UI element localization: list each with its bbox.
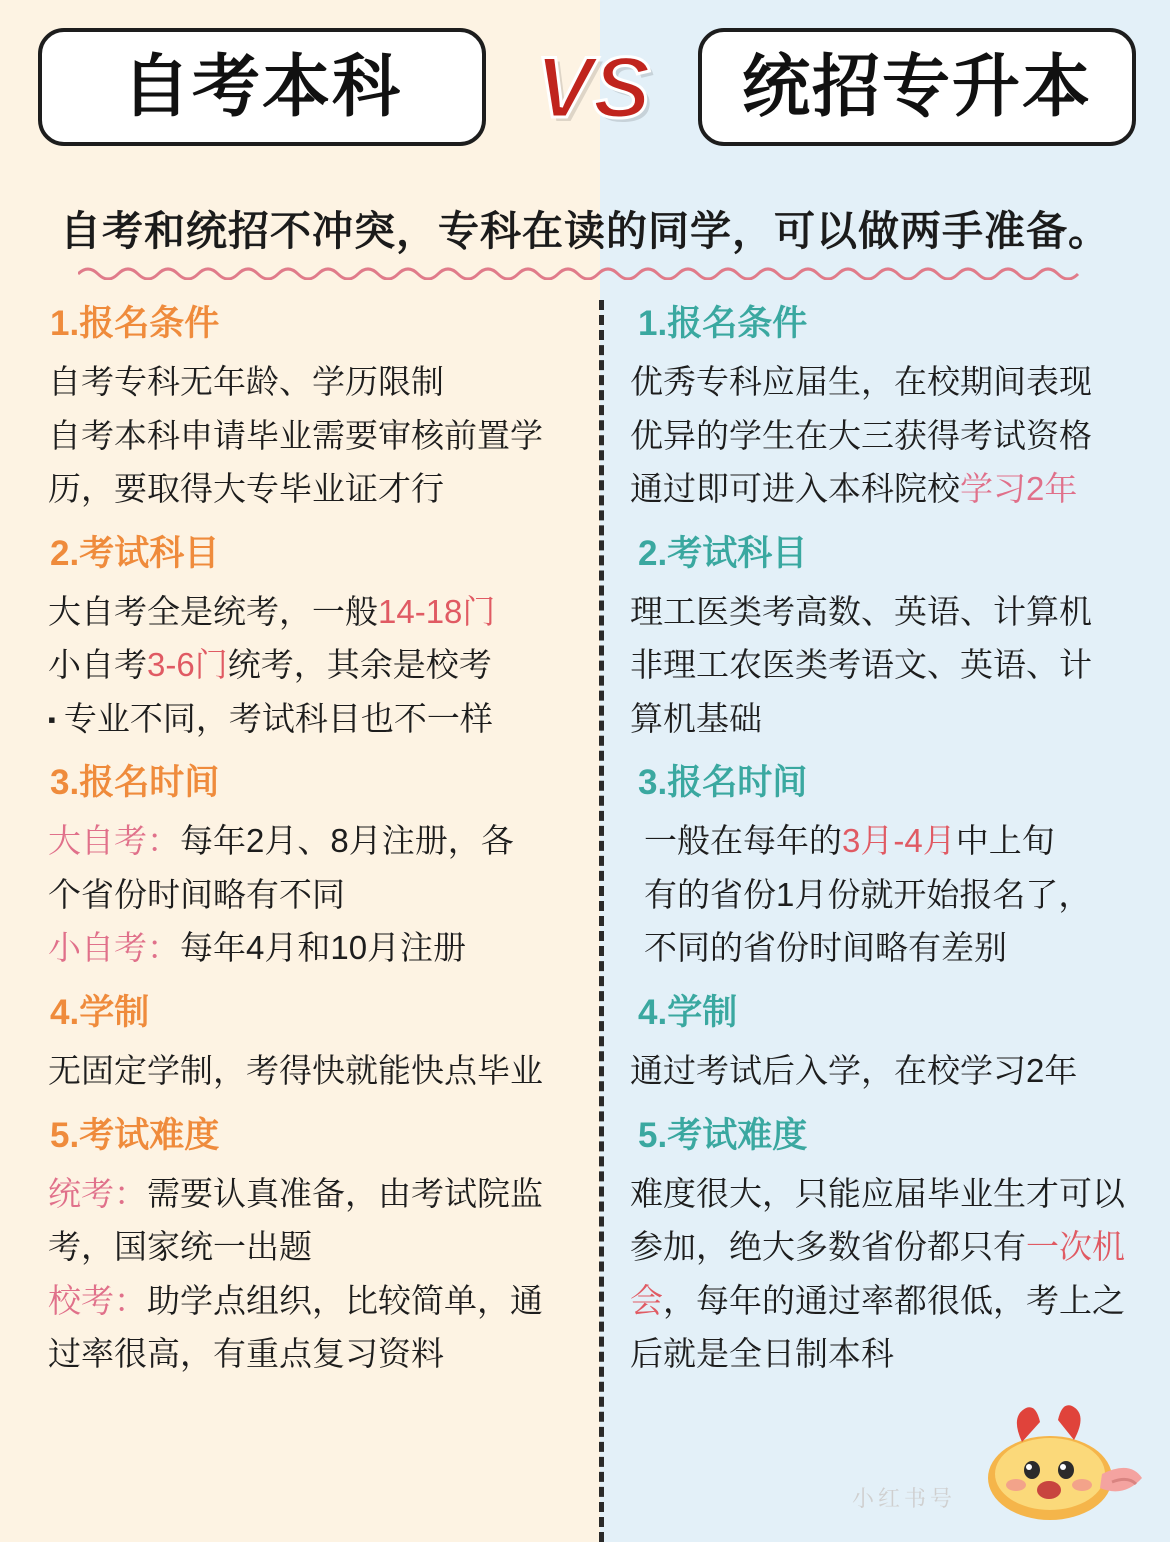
subtitle: 自考和统招不冲突，专科在读的同学，可以做两手准备。	[60, 208, 1110, 254]
right-section-3-heading: 3.报名时间	[638, 763, 808, 803]
left-section-3	[48, 759, 568, 975]
text-line: 不同的省份时间略有差别	[644, 929, 1007, 967]
right-section-2-heading: 2.考试科目	[638, 533, 808, 573]
left-section-1	[48, 300, 568, 516]
right-section-4-body	[630, 1044, 1150, 1097]
left-section-4-body	[48, 1044, 568, 1097]
text-line-bullet: ▪ 专业不同，考试科目也不一样	[48, 692, 568, 745]
text-line	[48, 1274, 568, 1327]
right-section-5	[630, 1112, 1150, 1381]
text-segment: 需要认真准备，由考试院监	[147, 1174, 543, 1212]
text-line: 非理工农医类考语文、英语、计	[630, 646, 1092, 684]
left-section-1-body	[48, 355, 568, 515]
highlight-3-6: 3-6门	[147, 646, 228, 684]
text-line	[630, 462, 1150, 515]
right-section-1-body	[630, 355, 1150, 515]
text-line	[48, 638, 568, 691]
label-small-zikao: 小自考：	[48, 929, 180, 967]
text-line: 后就是全日制本科	[630, 1335, 894, 1373]
label-big-zikao: 大自考：	[48, 822, 180, 860]
left-section-3-heading: 3.报名时间	[50, 763, 220, 803]
right-section-3-body	[630, 814, 1150, 974]
text-line: 算机基础	[630, 699, 762, 737]
left-section-5-body	[48, 1167, 568, 1381]
left-section-4	[48, 989, 568, 1098]
left-section-4-heading: 4.学制	[50, 992, 150, 1032]
text-segment: 中上旬	[955, 822, 1055, 860]
wavy-underline-decoration	[78, 262, 1088, 280]
highlight-14-18: 14-18门	[378, 592, 496, 630]
left-title-box	[38, 28, 486, 146]
text-segment: 小自考	[48, 646, 147, 684]
text-segment: 通过即可进入本科院校	[630, 470, 960, 508]
text-segment: 大自考全是统考，一般	[48, 592, 378, 630]
text-line: 考，国家统一出题	[48, 1228, 312, 1266]
text-line: 无固定学制，考得快就能快点毕业	[48, 1052, 543, 1090]
right-section-1-heading: 1.报名条件	[638, 304, 808, 343]
text-line: 过率很高，有重点复习资料	[48, 1335, 444, 1373]
left-section-2-heading: 2.考试科目	[50, 533, 220, 573]
header	[0, 0, 1170, 190]
left-column	[48, 300, 568, 1395]
highlight-one-chance-b: 会	[630, 1281, 663, 1319]
left-section-1-heading: 1.报名条件	[50, 304, 220, 343]
text-line: 难度很大，只能应届毕业生才可以	[630, 1174, 1125, 1212]
column-divider	[599, 300, 604, 1542]
left-section-5	[48, 1112, 568, 1381]
text-line: 优异的学生在大三获得考试资格	[630, 416, 1092, 454]
right-column	[630, 300, 1150, 1395]
right-section-5-body	[630, 1167, 1150, 1381]
text-segment: ，每年的通过率都很低，考上之	[663, 1281, 1125, 1319]
highlight-one-chance-a: 一次机	[1026, 1228, 1125, 1266]
right-title: 统招专升本	[741, 49, 1092, 125]
left-section-3-body	[48, 814, 568, 974]
text-segment: 每年4月和10月注册	[180, 929, 467, 967]
left-section-5-heading: 5.考试难度	[50, 1115, 220, 1155]
label-xiaokao: 校考：	[48, 1281, 147, 1319]
right-section-3	[630, 759, 1150, 975]
watermark-text: 小红书号	[852, 1486, 957, 1511]
text-line	[48, 585, 568, 638]
text-line	[630, 1274, 1150, 1327]
text-line: 自考本科申请毕业需要审核前置学	[48, 416, 543, 454]
left-title: 自考本科	[121, 49, 402, 125]
left-section-2	[48, 530, 568, 746]
text-segment: 助学点组织，比较简单，通	[147, 1281, 543, 1319]
text-line: 自考专科无年龄、学历限制	[48, 363, 444, 401]
text-segment: 每年2月、8月注册，各	[180, 822, 514, 860]
text-line	[630, 1220, 1150, 1273]
text-segment: 一般在每年的	[644, 822, 842, 860]
text-line: 历，要取得大专毕业证才行	[48, 470, 444, 508]
text-line: 个省份时间略有不同	[48, 875, 345, 913]
right-section-2	[630, 530, 1150, 746]
right-section-4	[630, 989, 1150, 1098]
text-segment: 参加，绝大多数省份都只有	[630, 1228, 1026, 1266]
right-section-1	[630, 300, 1150, 516]
left-section-2-body	[48, 585, 568, 745]
text-line: 优秀专科应届生，在校期间表现	[630, 363, 1092, 401]
right-section-2-body	[630, 585, 1150, 745]
right-section-4-heading: 4.学制	[638, 992, 738, 1032]
text-line	[48, 1167, 568, 1220]
text-line	[48, 814, 568, 867]
text-line	[48, 921, 568, 974]
text-line: 有的省份1月份就开始报名了，	[644, 875, 1092, 913]
highlight-study-2-years: 学习2年	[960, 470, 1078, 508]
right-section-5-heading: 5.考试难度	[638, 1115, 808, 1155]
vs-label: VS	[535, 40, 651, 136]
cartoon-sticker-icon	[962, 1378, 1152, 1528]
text-line: 理工医类考高数、英语、计算机	[630, 592, 1092, 630]
text-segment: 统考，其余是校考	[227, 646, 492, 684]
text-line	[644, 814, 1150, 867]
label-tongkao: 统考：	[48, 1174, 147, 1212]
text-line: 通过考试后入学，在校学习2年	[630, 1052, 1078, 1090]
right-title-box	[698, 28, 1136, 146]
highlight-march-april: 3月-4月	[842, 822, 956, 860]
